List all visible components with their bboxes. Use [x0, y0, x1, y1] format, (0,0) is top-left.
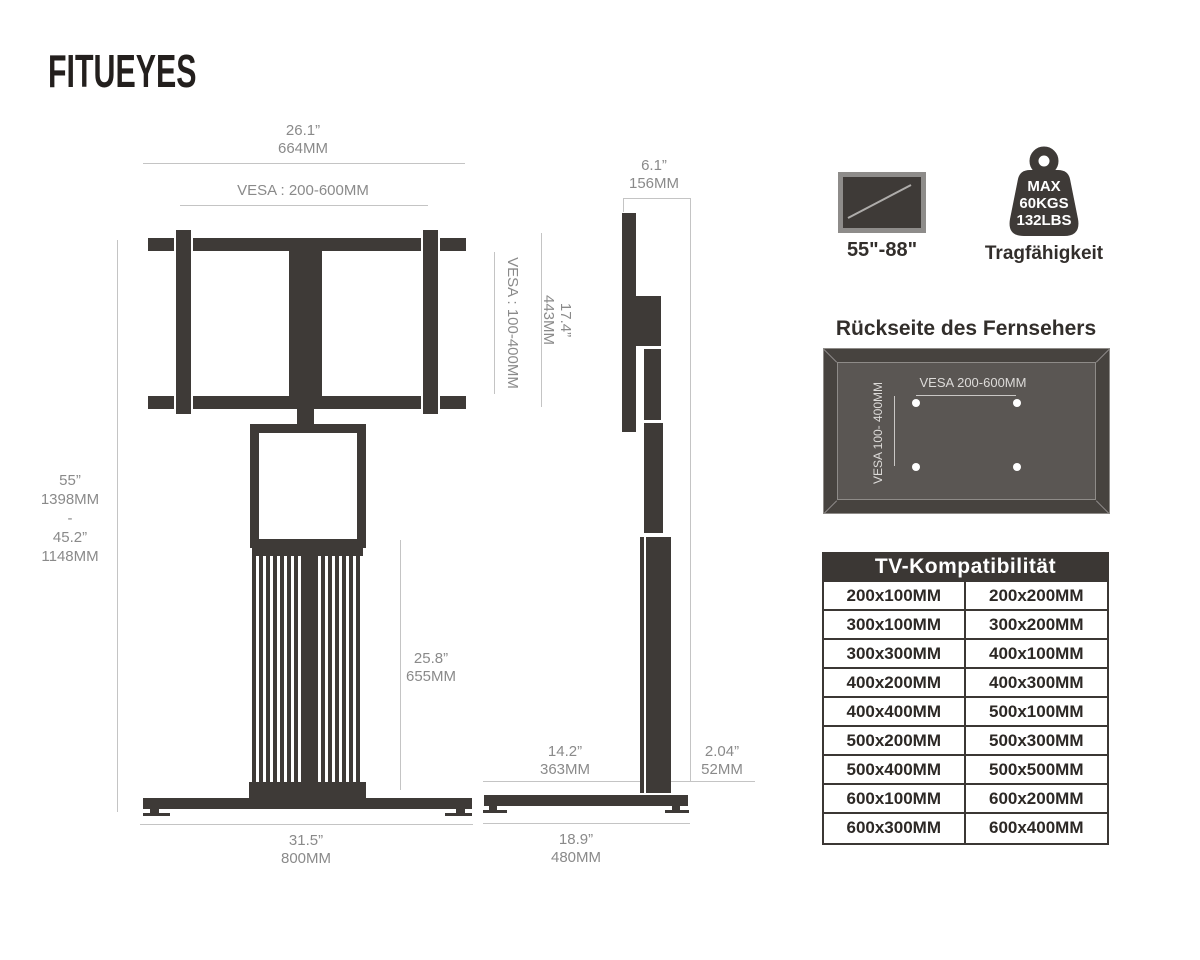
compatibility-table-body: [822, 582, 1109, 845]
side-tv-panel: [622, 213, 636, 432]
compat-cell: 400x100MM: [966, 640, 1108, 669]
dim-tick-depth-left: [623, 198, 624, 212]
front-mount-box: [250, 424, 366, 548]
side-mount-bracket: [636, 296, 661, 346]
weight-capacity-icon: [1000, 146, 1090, 244]
compat-cell: 600x100MM: [824, 785, 966, 814]
tv-back-panel: [823, 348, 1110, 514]
front-left-foot: [143, 813, 170, 816]
dim-base-front: 14.2” 363MM: [539, 743, 591, 778]
dim-line-vesa-horizontal: [180, 205, 428, 206]
front-right-bracket: [423, 230, 438, 414]
front-right-foot: [445, 813, 472, 816]
vesa-hole-tl: [912, 399, 920, 407]
front-column-base-cap: [249, 782, 366, 798]
compat-cell: 600x400MM: [988, 818, 1084, 837]
dim-line-base-front: [483, 781, 755, 782]
svg-text:132LBS: 132LBS: [1016, 212, 1072, 229]
front-left-bracket: [176, 230, 191, 414]
side-column-mid: [644, 423, 663, 533]
side-right-foot: [665, 810, 689, 813]
compat-cell: 300x300MM: [824, 640, 966, 669]
dim-vesa-vertical: VESA : 100-400MM: [504, 257, 521, 389]
panel-vesa-h-line: [916, 395, 1016, 396]
dim-front-width: 26.1” 664MM: [277, 122, 329, 157]
compat-cell: 200x100MM: [824, 582, 966, 611]
bevel-line-bl: [824, 500, 837, 513]
compat-cell: 300x100MM: [824, 611, 966, 640]
compatibility-table: [822, 552, 1109, 845]
dim-depth-top: 6.1” 156MM: [628, 157, 680, 192]
dim-line-front-width: [143, 163, 465, 164]
front-center-column-plate: [289, 251, 322, 396]
panel-vesa-v-line: [894, 396, 895, 466]
compat-cell: 300x200MM: [966, 611, 1108, 640]
front-neck: [297, 407, 314, 425]
vesa-hole-bl: [912, 463, 920, 471]
compat-cell: 600x300MM: [824, 814, 966, 843]
compat-cell: 500x300MM: [966, 727, 1108, 756]
side-left-foot: [483, 810, 507, 813]
vesa-hole-br: [1013, 463, 1021, 471]
brand-logo: FITUEYES: [48, 45, 197, 97]
compatibility-table-title: TV-Kompatibilität: [822, 552, 1109, 582]
dim-column-depth: 2.04” 52MM: [701, 743, 743, 778]
side-column-upper: [644, 349, 661, 420]
dim-overall-height: 55” 1398MM - 45.2” 1148MM: [40, 472, 100, 565]
tv-back-panel-face: [837, 362, 1096, 500]
compat-cell: 200x200MM: [966, 582, 1108, 611]
dim-bracket-height: 17.4” 443MM: [540, 294, 574, 346]
compat-cell: 400x400MM: [824, 698, 966, 727]
compat-cell: 400x200MM: [824, 669, 966, 698]
bevel-line-br: [1096, 500, 1109, 513]
dim-column-height: 25.8” 655MM: [405, 650, 457, 685]
svg-text:MAX: MAX: [1027, 178, 1061, 195]
bevel-line-tl: [824, 349, 837, 362]
capacity-label: Tragfähigkeit: [984, 243, 1104, 264]
front-base-bar: [143, 798, 472, 809]
compat-cell: 600x200MM: [966, 785, 1108, 814]
panel-vesa-v-label: VESA 100- 400MM: [871, 381, 885, 485]
dim-line-depth-right: [690, 198, 691, 782]
compat-cell: 500x400MM: [824, 756, 966, 785]
front-top-crossbar: [148, 238, 466, 251]
bevel-line-tr: [1096, 349, 1109, 362]
side-column-lower: [640, 537, 671, 793]
compat-cell: 500x200MM: [824, 727, 966, 756]
dim-base-depth: 18.9” 480MM: [550, 831, 602, 866]
compat-cell: 500x500MM: [966, 756, 1108, 785]
dim-line-depth-top: [623, 198, 690, 199]
compat-cell: 400x300MM: [966, 669, 1108, 698]
side-base-bar: [484, 795, 688, 806]
vesa-hole-tr: [1013, 399, 1021, 407]
dim-base-width: 31.5” 800MM: [280, 832, 332, 867]
dim-line-base-depth: [483, 823, 690, 824]
tv-screen-icon: [838, 172, 926, 233]
panel-vesa-h-label: VESA 200-600MM: [919, 375, 1027, 390]
dim-line-vesa-vertical: [494, 252, 495, 394]
back-panel-title: Rückseite des Fernsehers: [835, 317, 1097, 340]
tv-size-range-label: 55"-88": [846, 239, 918, 261]
dim-line-base-width: [140, 824, 473, 825]
svg-text:60KGS: 60KGS: [1019, 195, 1069, 212]
front-lift-column: [252, 548, 363, 782]
compat-cell: 500x100MM: [966, 698, 1108, 727]
dim-vesa-horizontal: VESA : 200-600MM: [237, 182, 369, 199]
